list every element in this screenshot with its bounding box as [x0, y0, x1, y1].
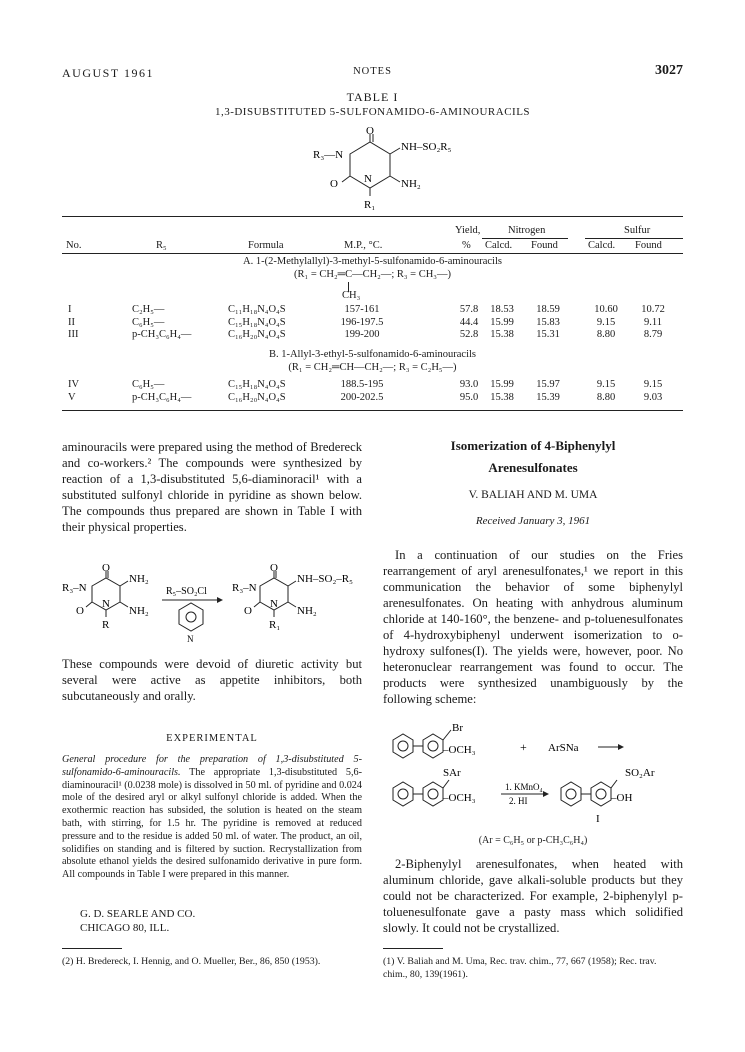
table-cell-yield: 93.0 [459, 379, 479, 390]
table-cell-n_calcd: 15.38 [490, 391, 514, 403]
scheme-o1: O [102, 562, 110, 574]
scheme-compound-label: I [596, 813, 600, 825]
table-cell-formula: C₁₆H₂₀N₄O₄S [228, 391, 286, 403]
table-cell-r5: C₆H₅— [132, 379, 165, 390]
scheme-r3a: R₃–N [62, 582, 87, 594]
table-cell-n_found: 18.59 [536, 304, 560, 315]
col-n-found: Found [531, 240, 558, 251]
col-s-calcd: Calcd. [588, 240, 616, 251]
left-para-1: aminouracils were prepared using the method of Bredereck and co-workers.² The compounds were synthesized by reaction of a 1,3-disubstituted 5,6-diaminoracil¹ with a substituted sulfonyl chloride in pyridine as shown below. The compounds thus prepared are shown in Table I with their physical properties. [62, 440, 362, 534]
table-title: 1,3-DISUBSTITUTED 5-SULFONAMIDO-6-AMINOURACILS [214, 106, 531, 118]
scheme-o3: O [270, 562, 278, 574]
table-cell-n_found: 15.39 [536, 391, 560, 403]
scheme-och3a: –OCH₃ [443, 744, 476, 756]
authors: V. BALIAH AND M. UMA [468, 489, 598, 501]
section-a-sub: (R₁ = CH₂═C—CH₂—; R₃ = CH₃—) [294, 269, 451, 280]
scheme-r3b: R₃–N [232, 582, 257, 594]
table-cell-n_found: 15.31 [536, 329, 560, 340]
struct-nh2: NH₂ [401, 178, 421, 190]
right-para-2: 2-Biphenylyl arenesulfonates, when heated with aluminum chloride, gave alkali-soluble products but they could not be characterized. For example, 2-biphenylyl p-toluenesulfonate gave a pasty mass which solidified slowly. It could not be crystallized. [383, 857, 683, 935]
table-top-rule [62, 216, 683, 217]
footnote-rule-right [383, 948, 443, 949]
col-sulfur: Sulfur [624, 225, 651, 236]
scheme-n2: N [270, 598, 278, 610]
table-cell-n_calcd: 18.53 [490, 304, 514, 315]
table-cell-no: III [68, 329, 79, 340]
section-b-sub: (R₁ = CH₂═CH—CH₂—; R₃ = C₂H₅—) [288, 362, 457, 373]
table-cell-yield: 44.4 [459, 316, 479, 328]
isomerization-scheme [383, 718, 685, 830]
scheme-br: Br [452, 722, 463, 734]
received-date: Received January 3, 1961 [475, 515, 591, 527]
scheme-oh: –OH [611, 792, 633, 804]
experimental-heading: EXPERIMENTAL [166, 733, 258, 744]
table-cell-s_found: 10.72 [641, 304, 665, 315]
sulfonylation-scheme [62, 562, 362, 647]
table-cell-s_found: 9.03 [643, 391, 663, 403]
scheme-o4: O [244, 605, 252, 617]
experimental-text [62, 754, 362, 882]
table-cell-mp: 196-197.5 [340, 316, 384, 328]
table-cell-s_calcd: 8.80 [596, 391, 616, 403]
scheme-o2: O [76, 605, 84, 617]
header-left: AUGUST 1961 [62, 66, 154, 80]
scheme-reagent: R₅–SO₂Cl [166, 586, 207, 597]
table-cell-s_calcd: 10.60 [594, 304, 618, 315]
table-cell-n_found: 15.97 [536, 379, 560, 390]
table-cell-s_calcd: 9.15 [596, 379, 616, 390]
table-cell-formula: C₁₁H₁₈N₄O₄S [228, 304, 286, 315]
table-cell-no: IV [68, 379, 80, 390]
scheme-note: (Ar = C₆H₅ or p-CH₃C₆H₄) [478, 835, 588, 846]
uracil-structure-diagram [300, 124, 500, 212]
table-cell-mp: 200-202.5 [340, 391, 384, 403]
table-cell-n_calcd: 15.99 [490, 379, 514, 390]
table-cell-n_found: 15.83 [536, 316, 560, 328]
section-b-title: B. 1-Allyl-3-ethyl-5-sulfonamido-6-aminouracils [268, 349, 477, 360]
affiliation-1: G. D. SEARLE AND CO. [80, 908, 196, 920]
col-r5: R₅ [156, 240, 167, 251]
scheme-r1: R₁ [269, 619, 281, 631]
scheme-py-n: N [187, 634, 194, 644]
col-formula: Formula [248, 240, 284, 251]
table-cell-mp: 199-200 [344, 329, 380, 340]
table-cell-formula: C₁₅H₁₈N₄O₄S [228, 316, 286, 328]
footnote-right: (1) V. Baliah and M. Uma, Rec. trav. chim., 77, 667 (1958); Rec. trav. chim., 80, 139(1961). [383, 956, 657, 980]
table-cell-s_found: 9.15 [643, 379, 663, 390]
col-n-calcd: Calcd. [485, 240, 513, 251]
scheme-nhso2: NH–SO₂–R₅ [297, 573, 353, 585]
table-cell-yield: 57.8 [459, 304, 479, 315]
article-title-2: Arenesulfonates [488, 460, 578, 475]
affiliation-2: CHICAGO 80, ILL. [80, 922, 170, 934]
scheme-n1: N [102, 598, 110, 610]
struct-o-left: O [330, 178, 338, 190]
table-cell-n_calcd: 15.99 [490, 316, 514, 328]
right-para-1: In a continuation of our studies on the Fries rearrangement of aryl arenesulfonates,¹ we report in this communication the behavior of some biphenylyl arenesulfonates. On heating with anhydrous aluminum chloride at 140-160°, the benzene- and p-toluenesulfonates of 4-hydroxybiphenyl underwent isomerization to o-hydroxy sulfones(I). The yields were, however, poor. No heteronuclear rearrangement was found to occur. The products were synthesized unambiguously by the following scheme: [383, 548, 683, 706]
table-cell-mp: 188.5-195 [340, 379, 384, 390]
col-nitrogen: Nitrogen [508, 225, 546, 236]
table-cell-s_calcd: 8.80 [596, 329, 616, 340]
header-rule [62, 253, 683, 254]
experimental-body: The appropriate 1,3-disubstituted 5,6-diaminouracil¹ (0.0238 mole) is dissolved in 50 ml. of pyridine and 0.024 mole of the desired aryl or alkyl sulfonyl chloride is added. When the exothermic reaction has subsided, the solution is heated on the steam bath, with stirring, for 1.5 hr. The pyridine is removed at reduced pressure and to the residue is added 50 ml. of water. The product, an oil, solidifies on standing and is filtered by suction. Recrystallization from absolute ethanol yields the desired sulfonamido derivative in pure form. All compounds in Table I were prepared in this manner. [62, 766, 362, 881]
table-cell-formula: C₁₅H₁₈N₄O₄S [228, 379, 286, 390]
col-mp: M.P., °C. [344, 240, 383, 251]
scheme-r: R [102, 619, 110, 631]
scheme-nh2c: NH₂ [297, 605, 317, 617]
table-cell-yield: 95.0 [459, 391, 479, 403]
header-center: NOTES [353, 66, 392, 77]
table-cell-r5: C₆H₅— [132, 316, 165, 328]
col-yield-2: % [462, 240, 471, 251]
scheme-so2ar: SO₂Ar [625, 767, 655, 779]
experimental-italic: General procedure for the preparation of 1,3-disubstituted 5-sulfonamido-6-aminouracils. [62, 754, 362, 778]
struct-nh: NH–SO₂R₅ [401, 141, 452, 153]
struct-r3: R₃—N [313, 149, 344, 161]
section-a-ch3: CH₃ [342, 290, 361, 301]
table-cell-s_found: 9.11 [644, 316, 662, 328]
struct-o-top: O [366, 125, 374, 137]
left-para-2: These compounds were devoid of diuretic activity but several were active as appetite inhibitors, both subcutaneously and orally. [62, 657, 362, 703]
table-cell-formula: C₁₆H₂₀N₄O₄S [228, 329, 286, 340]
struct-n: N [364, 173, 372, 185]
scheme-nh2b: NH₂ [129, 605, 149, 617]
col-yield-1: Yield, [455, 225, 481, 236]
page-number: 3027 [655, 63, 683, 78]
table-cell-no: II [68, 316, 75, 328]
table-cell-s_found: 8.79 [643, 329, 663, 340]
scheme-step2: 2. HI [509, 796, 528, 806]
sulfur-rule [585, 238, 683, 239]
scheme-sar: SAr [443, 767, 461, 779]
scheme-arsna: ArSNa [548, 742, 579, 754]
table-cell-yield: 52.8 [459, 329, 479, 340]
scheme-step1: 1. KMnO₄ [505, 782, 543, 792]
table-label: TABLE I [346, 90, 399, 104]
table-cell-no: I [68, 304, 72, 315]
section-a-title: A. 1-(2-Methylallyl)-3-methyl-5-sulfonamido-6-aminouracils [243, 256, 502, 267]
col-s-found: Found [635, 240, 662, 251]
table-cell-s_calcd: 9.15 [596, 316, 616, 328]
col-no: No. [66, 240, 82, 251]
footnote-rule-left [62, 948, 122, 949]
table-cell-no: V [68, 391, 76, 403]
table-cell-mp: 157-161 [344, 304, 380, 315]
table-cell-r5: C₂H₅— [132, 304, 165, 315]
footnote-left: (2) H. Bredereck, I. Hennig, and O. Mueller, Ber., 86, 850 (1953). [62, 956, 321, 967]
table-cell-r5: p-CH₃C₆H₄— [132, 391, 192, 403]
struct-r1: R₁ [364, 199, 376, 211]
table-cell-n_calcd: 15.38 [490, 329, 514, 340]
scheme-nh2a: NH₂ [129, 573, 149, 585]
table-bottom-rule [62, 410, 683, 411]
scheme-plus: + [520, 740, 527, 754]
article-title-1: Isomerization of 4-Biphenylyl [450, 438, 616, 453]
table-cell-r5: p-CH₃C₆H₄— [132, 329, 192, 340]
nitrogen-rule [482, 238, 568, 239]
scheme-och3b: –OCH₃ [443, 792, 476, 804]
